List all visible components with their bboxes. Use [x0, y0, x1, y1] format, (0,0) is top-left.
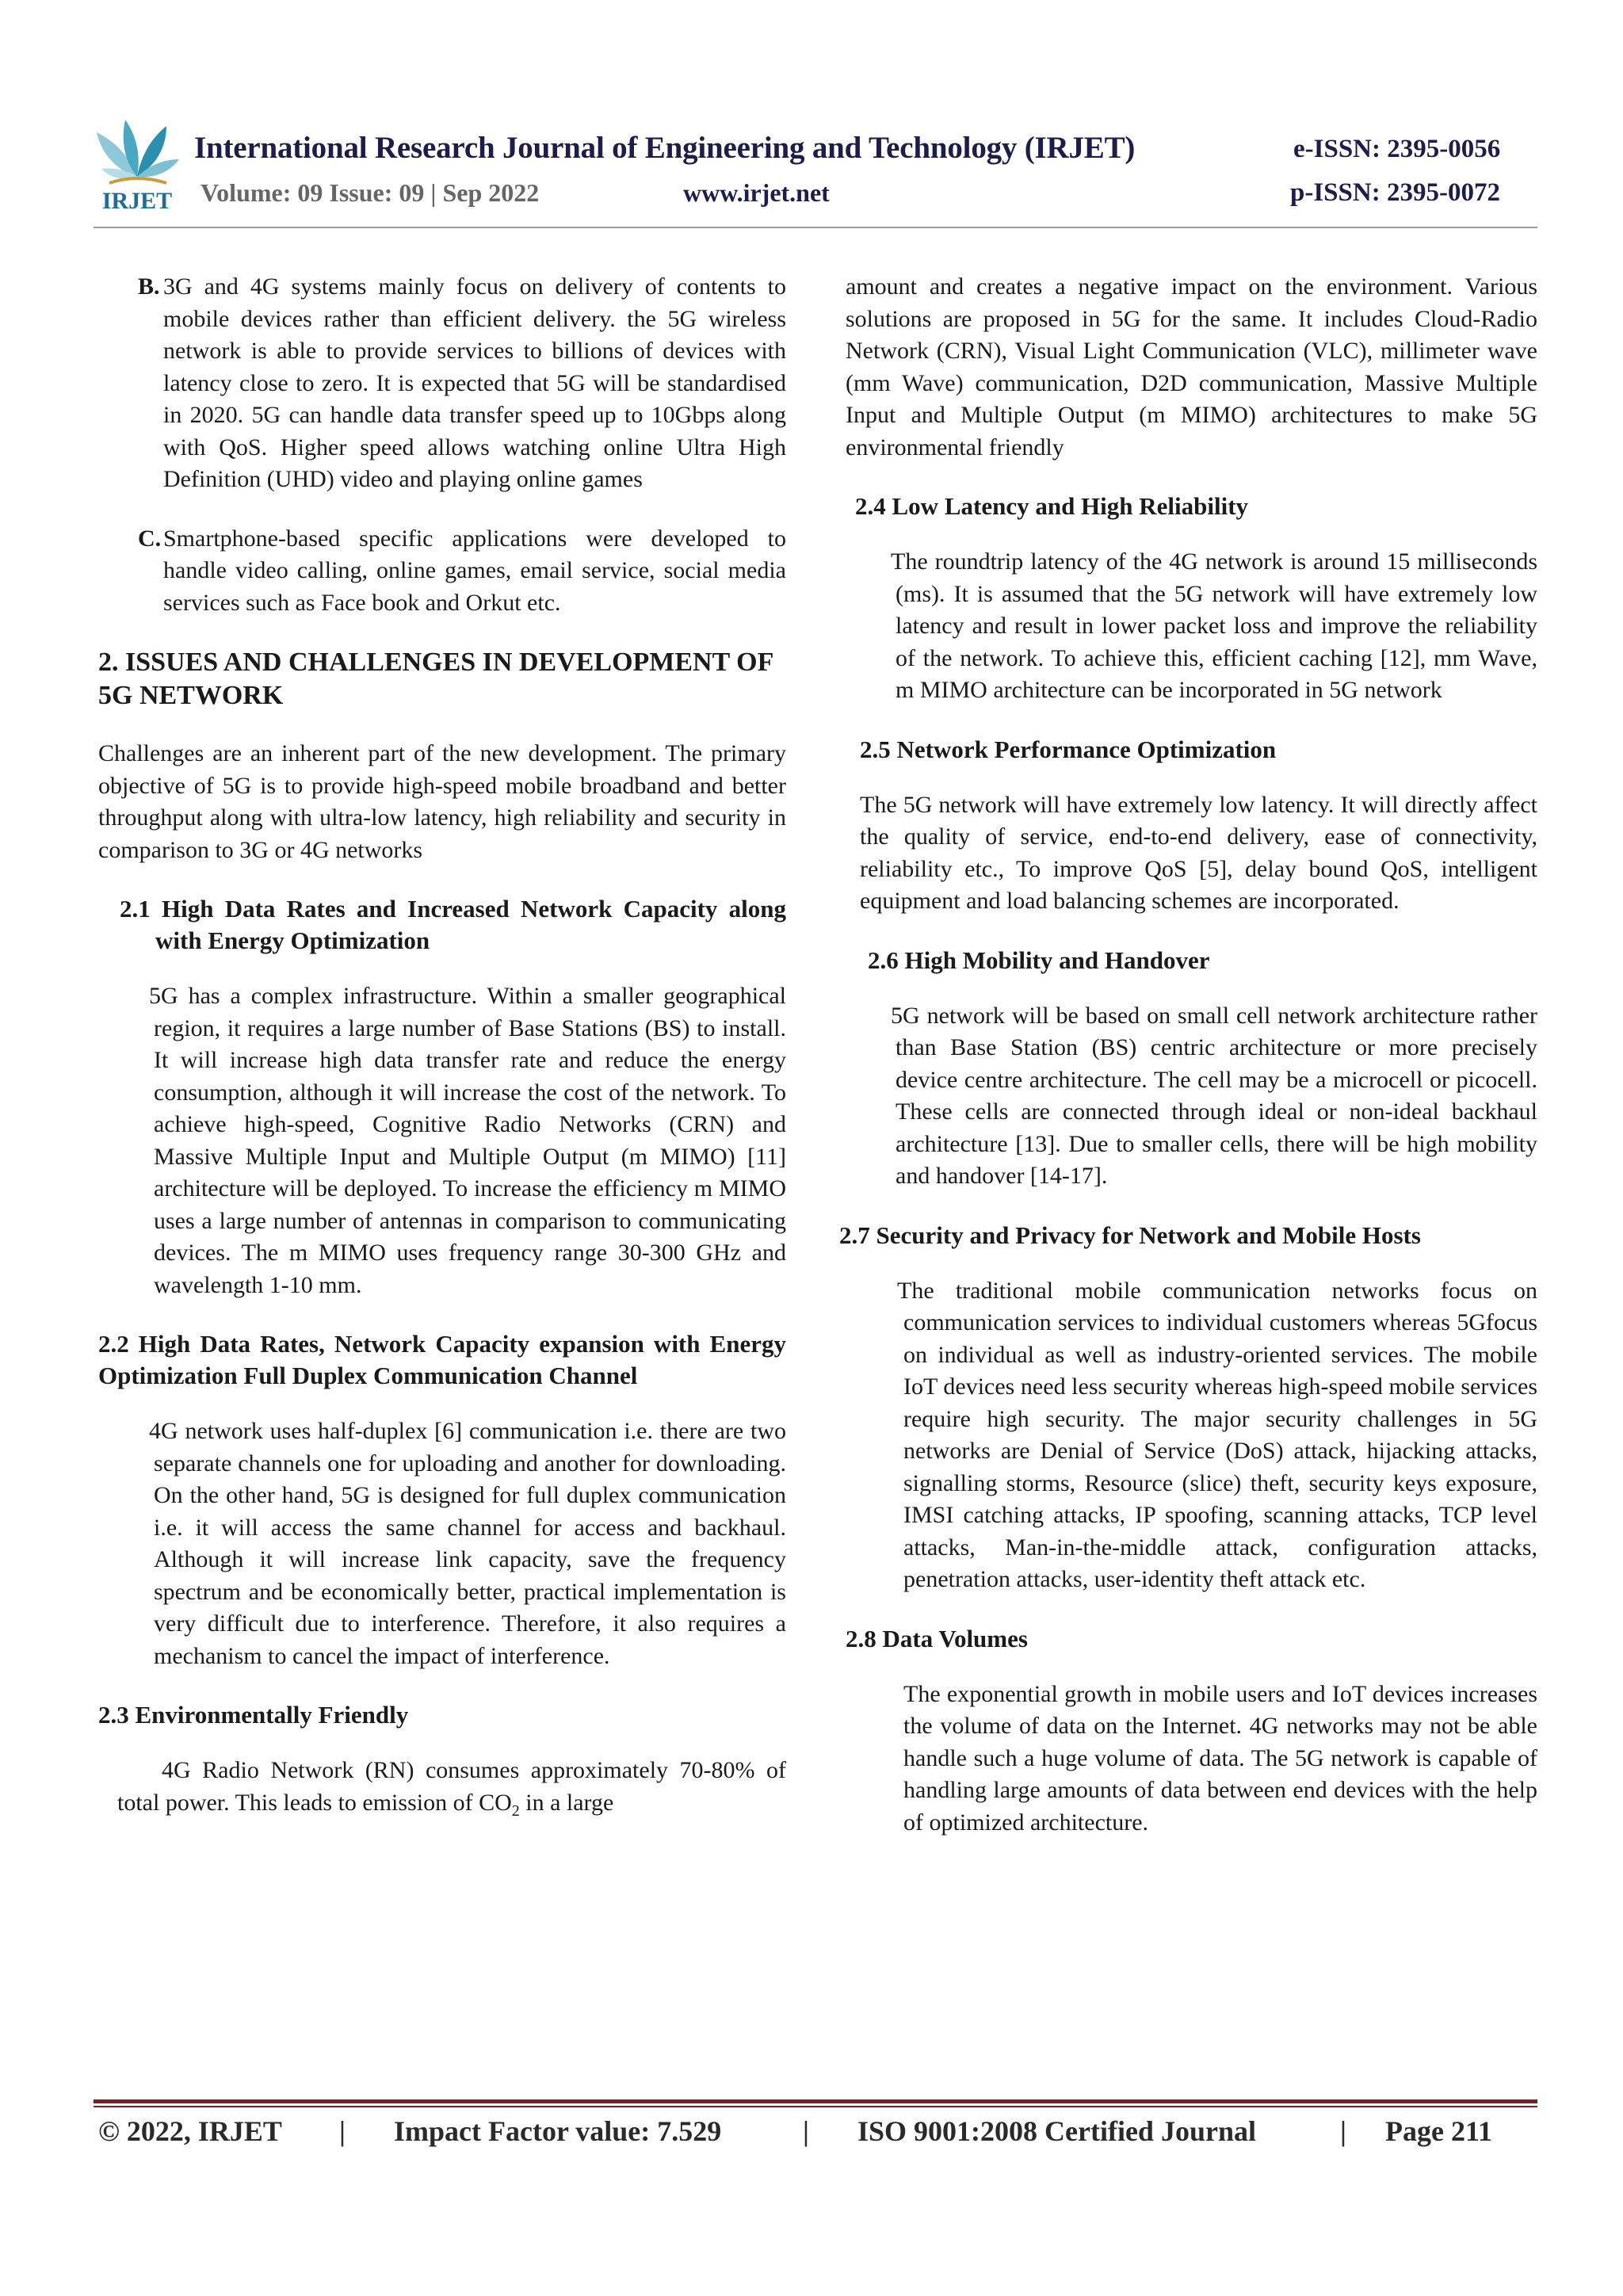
footer-separator-3: | — [1340, 2115, 1346, 2147]
list-label-b: B. — [138, 273, 160, 300]
co2-subscript: 2 — [511, 1801, 520, 1820]
list-item-c — [98, 523, 786, 620]
section-2-title: 2. ISSUES AND CHALLENGES IN DEVELOPMENT OF 5G NETWORK — [98, 648, 773, 710]
section-2-6-title: 2.6 High Mobility and Handover — [868, 946, 1210, 974]
section-2-1-paragraph: 5G has a complex infrastructure. Within a smaller geographical region, it requires a large number of Base Stations (BS) to install. It will increase high data transfer rate and reduce the energy consumption, although it will increase the cost of the network. To achieve high-speed, Cognitive Radio Networks (CRN) and Massive Multiple Input and Multiple Output (m MIMO) [11] architecture will be deployed. To increase the efficiency m MIMO uses a large number of antennas in comparison to communicating devices. The m MIMO uses frequency range 30-300 GHz and wavelength 1-10 mm. — [149, 983, 786, 1298]
section-2-4-paragraph: The roundtrip latency of the 4G network is around 15 milliseconds (ms). It is assumed that the 5G network will have extremely low latency and result in lower packet loss and improve the reliability of the network. To achieve this, efficient caching [12], mm Wave, m MIMO architecture can be incorporated in 5G network — [891, 548, 1537, 703]
irjet-logo — [94, 115, 181, 214]
list-item-b — [98, 271, 786, 496]
section-2-3-text-b: in a large — [519, 1789, 614, 1816]
section-2-6-paragraph: 5G network will be based on small cell network architecture rather than Base Station (BS) centric architecture or more precisely device centre architecture. The cell may be a microcell or picocell. These cells are connected through ideal or non-ideal backhaul architecture [13]. Due to smaller cells, there will be high mobility and handover [14-17]. — [891, 1002, 1537, 1189]
section-2-7-paragraph: The traditional mobile communication networks focus on communication services to individual customers whereas 5Gfocus on individual as well as industry-oriented services. The mobile IoT devices need less security whereas high-speed mobile services require high security. The major security challenges in 5G networks are Denial of Service (DoS) attack, hijacking attacks, signalling storms, Resource (slice) theft, security keys exposure, IMSI catching attacks, IP spoofing, scanning attacks, TCP level attacks, Man-in-the-middle attack, configuration attacks, penetration attacks, user-identity theft attack etc. — [897, 1277, 1537, 1592]
section-2-5-title: 2.5 Network Performance Optimization — [860, 735, 1277, 763]
section-2-7-title: 2.7 Security and Privacy for Network and Mobile Hosts — [839, 1221, 1421, 1249]
pissn: p-ISSN: 2395-0072 — [1290, 178, 1500, 207]
section-2-paragraph: Challenges are an inherent part of the new development. The primary objective of 5G is to provide high-speed mobile broadband and better throughput along with ultra-low latency, high reliability and security in comparison to 3G or 4G networks — [98, 740, 786, 863]
section-2-3-continued: amount and creates a negative impact on the environment. Various solutions are proposed in 5G for the same. It includes Cloud-Radio Network (CRN), Visual Light Communication (VLC), millimeter wave (mm Wave) communication, D2D communication, Massive Multiple Input and Multiple Output (m MIMO) architectures to make 5G environmental friendly — [846, 273, 1537, 460]
section-2-4-title: 2.4 Low Latency and High Reliability — [855, 492, 1249, 520]
page-header — [0, 0, 1623, 238]
section-2-3-paragraph — [98, 1755, 786, 1819]
footer-iso: ISO 9001:2008 Certified Journal — [857, 2115, 1256, 2147]
section-2-3-text-a: 4G Radio Network (RN) consumes approximately 70-80% of total power. This leads to emission of CO — [117, 1757, 786, 1816]
left-column — [98, 271, 786, 1846]
footer-separator-1: | — [339, 2115, 346, 2147]
website-link[interactable]: www.irjet.net — [683, 178, 830, 207]
volume-issue: Volume: 09 Issue: 09 | Sep 2022 — [200, 178, 540, 207]
header-divider — [94, 227, 1537, 228]
footer-divider-thin — [94, 2106, 1537, 2107]
section-2-2-title: 2.2 High Data Rates, Network Capacity expansion with Energy Optimization Full Duplex Communication Channel — [98, 1330, 786, 1389]
footer-divider-thick — [94, 2099, 1537, 2103]
list-text-b: 3G and 4G systems mainly focus on delivery of contents to mobile devices rather than efficient delivery. the 5G wireless network is able to provide services to billions of devices with latency close to zero. It is expected that 5G will be standardised in 2020. 5G can handle data transfer speed up to 10Gbps along with QoS. Higher speed allows watching online Ultra High Definition (UHD) video and playing online games — [163, 273, 786, 492]
footer-page-number: Page 211 — [1385, 2115, 1492, 2147]
list-text-c: Smartphone-based specific applications were developed to handle video calling, online games, email service, social media services such as Face book and Orkut etc. — [163, 525, 786, 616]
journal-title: International Research Journal of Engineering and Technology (IRJET) — [194, 131, 1136, 165]
footer-copyright: © 2022, IRJET — [98, 2115, 282, 2147]
eissn: e-ISSN: 2395-0056 — [1293, 135, 1501, 163]
footer-separator-2: | — [803, 2115, 809, 2147]
section-2-3-title: 2.3 Environmentally Friendly — [98, 1701, 409, 1729]
section-2-1-title: 2.1 High Data Rates and Increased Network Capacity along with Energy Optimization — [120, 895, 786, 954]
footer-impact-factor: Impact Factor value: 7.529 — [394, 2115, 722, 2147]
list-label-c: C. — [138, 525, 162, 552]
section-2-2-paragraph: 4G network uses half-duplex [6] communication i.e. there are two separate channels one for uploading and another for downloading. On the other hand, 5G is designed for full duplex communication i.e. it will access the same channel for access and backhaul. Although it will increase link capacity, save the frequency spectrum and be economically better, practical implementation is very difficult due to interference. Therefore, it also requires a mechanism to cancel the impact of interference. — [149, 1418, 786, 1669]
svg-text:IRJET: IRJET — [101, 188, 173, 214]
section-2-8-paragraph: The exponential growth in mobile users and IoT devices increases the volume of data on the Internet. 4G networks may not be able handle such a huge volume of data. The 5G network is capable of handling large amounts of data between end devices with the help of optimized architecture. — [903, 1680, 1537, 1836]
section-2-5-paragraph: The 5G network will have extremely low latency. It will directly affect the quality of service, end-to-end delivery, ease of connectivity, reliability etc., To improve QoS [5], delay bound QoS, intelligent equipment and load balancing schemes are incorporated. — [860, 791, 1537, 914]
right-column — [839, 271, 1537, 1866]
section-2-8-title: 2.8 Data Volumes — [846, 1624, 1028, 1652]
